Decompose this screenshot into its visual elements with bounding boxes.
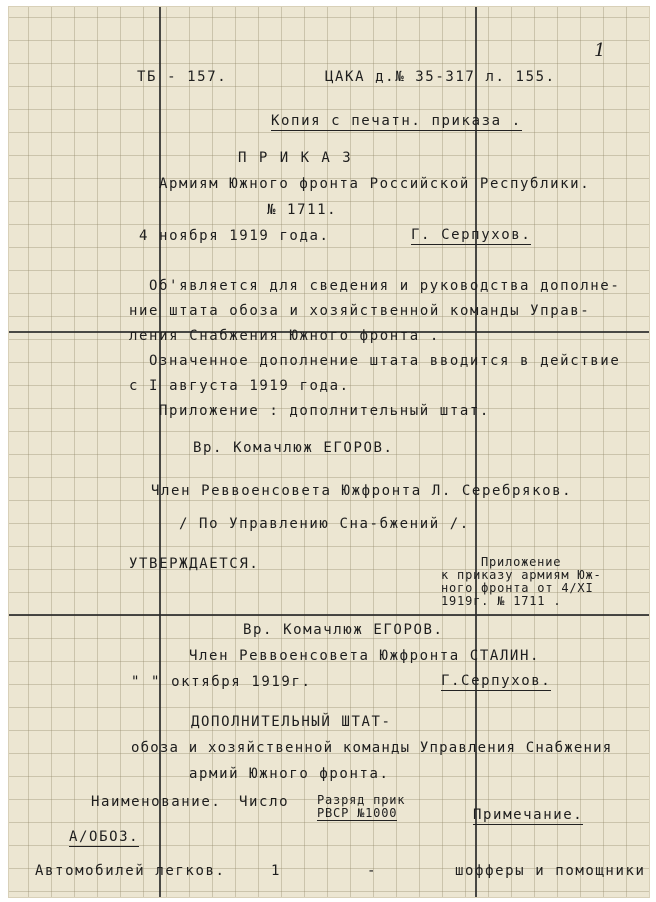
table-row-name: Автомобилей легков. — [35, 863, 226, 879]
column-header-name: Наименование. — [91, 794, 222, 810]
column-header-rank-line-1: Разряд прик — [317, 793, 406, 807]
approval-stamp: УТВЕРЖДАЕТСЯ. — [129, 556, 260, 572]
column-header-count: Число — [239, 794, 290, 810]
order-place: Г. Серпухов. — [411, 227, 532, 243]
staff-title: ДОПОЛНИТЕЛЬНЫЙ ШТАТ- — [191, 714, 392, 730]
signature-member: Член Реввоенсовета Южфронта Л. Серебряков. — [151, 483, 573, 499]
table-row-note: шофферы и помощники — [455, 863, 646, 879]
body-paragraph-2-line-2: с I августа 1919 года. — [129, 378, 350, 394]
appendix-line-2: к приказу армиям Юж- — [441, 568, 602, 582]
fold-line-vertical-left — [159, 7, 161, 897]
column-header-note: Примечание. — [473, 807, 584, 823]
fold-line-horizontal-lower — [9, 614, 649, 616]
body-paragraph-2-line-1: Означенное дополнение штата вводится в действие — [149, 353, 621, 369]
body-attachment: Приложение : дополнительный штат. — [159, 403, 490, 419]
document-page — [8, 6, 650, 898]
approval-member: Член Реввоенсовета Южфронта СТАЛИН. — [189, 648, 541, 664]
body-paragraph-1-line-2: ние штата обоза и хозяйственной команды Управ- — [129, 303, 591, 319]
signature-department: / По Управлению Сна-бжений /. — [179, 516, 470, 532]
document-code: ТБ - 157. — [137, 69, 228, 85]
appendix-line-1: Приложение — [481, 555, 562, 569]
staff-subtitle-line-2: армий Южного фронта. — [189, 766, 390, 782]
staff-subtitle-line-1: обоза и хозяйственной команды Управления Снабжения — [131, 740, 613, 756]
approval-komandyuzh: Вр. Комачлюж ЕГОРОВ. — [243, 622, 444, 638]
order-date: 4 ноября 1919 года. — [139, 228, 330, 244]
signature-komandyuzh: Вр. Комачлюж ЕГОРОВ. — [193, 440, 394, 456]
section-heading-oboz: А/ОБОЗ. — [69, 829, 140, 845]
fold-line-vertical-right — [475, 7, 477, 897]
column-header-rank-line-2: РВСР №1000 — [317, 806, 398, 820]
archive-reference: ЦАКА д.№ 35-317 л. 155. — [325, 69, 556, 85]
copy-note: Копия с печатн. приказа . — [271, 113, 522, 129]
appendix-line-4: 1919г. № 1711 . — [441, 594, 562, 608]
approval-place: Г.Серпухов. — [441, 673, 552, 689]
body-paragraph-1-line-1: Об'является для сведения и руководства дополне- — [149, 278, 621, 294]
approval-date: " " октября 1919г. — [131, 674, 312, 690]
appendix-line-3: ного фронта от 4/XI — [441, 581, 594, 595]
order-addressee: Армиям Южного фронта Российской Республики. — [159, 176, 591, 192]
page-number: 1 — [594, 40, 606, 61]
body-paragraph-1-line-3: ления Снабжения Южного фронта . — [129, 328, 440, 344]
table-row-rank: - — [367, 863, 378, 879]
order-number: № 1711. — [267, 202, 338, 218]
table-row-count: 1 — [271, 863, 282, 879]
order-title: П Р И К А З — [238, 150, 353, 166]
